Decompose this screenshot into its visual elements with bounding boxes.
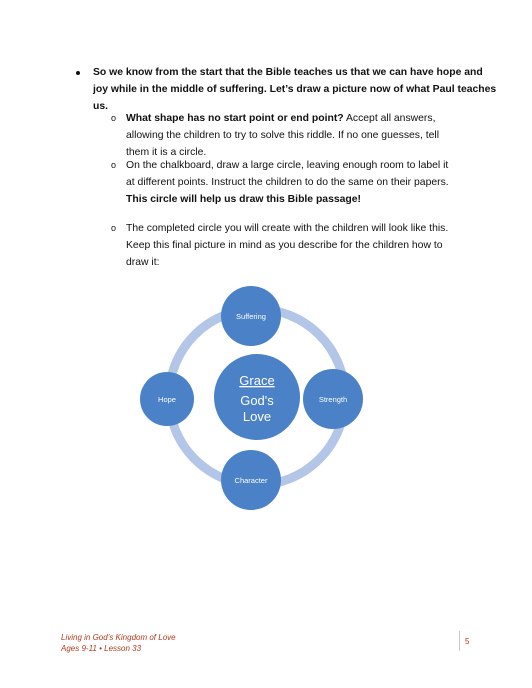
center-label-grace: Grace (239, 373, 275, 388)
footer-lesson-info: Ages 9-11 • Lesson 33 (61, 644, 142, 653)
node-suffering-label: Suffering (236, 312, 266, 321)
node-hope-label: Hope (158, 395, 176, 404)
footer-divider (459, 631, 460, 651)
circle-diagram (140, 282, 380, 512)
riddle-question: What shape has no start point or end point? (126, 113, 344, 124)
riddle-instructions: Accept all answers, allowing the children to try to solve this riddle. If no one guesses, tell them it is a circle. (126, 113, 440, 158)
chalkboard-emphasis: This circle will help us draw this Bible passage! (126, 194, 362, 205)
footer-course-title: Living in God’s Kingdom of Love (61, 633, 176, 642)
page-number: 5 (465, 637, 470, 646)
sub-bullet-icon: o (111, 223, 117, 233)
node-character-label: Character (234, 476, 268, 485)
sub-bullet-icon: o (111, 113, 117, 123)
center-label-gods: God's (240, 393, 274, 408)
node-strength-label: Strength (318, 395, 348, 404)
center-label-love: Love (242, 409, 272, 424)
completed-circle-instructions: The completed circle you will create with the children will look like this. Keep this final picture in mind as you describe for the children how to draw it: (126, 223, 449, 268)
sub-bullet-icon: o (111, 160, 117, 170)
chalkboard-instructions: On the chalkboard, draw a large circle, leaving enough room to label it at different points. Instruct the children to do the same on their papers. (126, 160, 449, 188)
bullet-dot-icon (76, 71, 80, 75)
bullet-text: So we know from the start that the Bible teaches us that we can have hope and joy while in the middle of suffering. Let’s draw a picture now of what Paul teaches us. (93, 67, 497, 112)
footer-course-info (61, 632, 176, 654)
